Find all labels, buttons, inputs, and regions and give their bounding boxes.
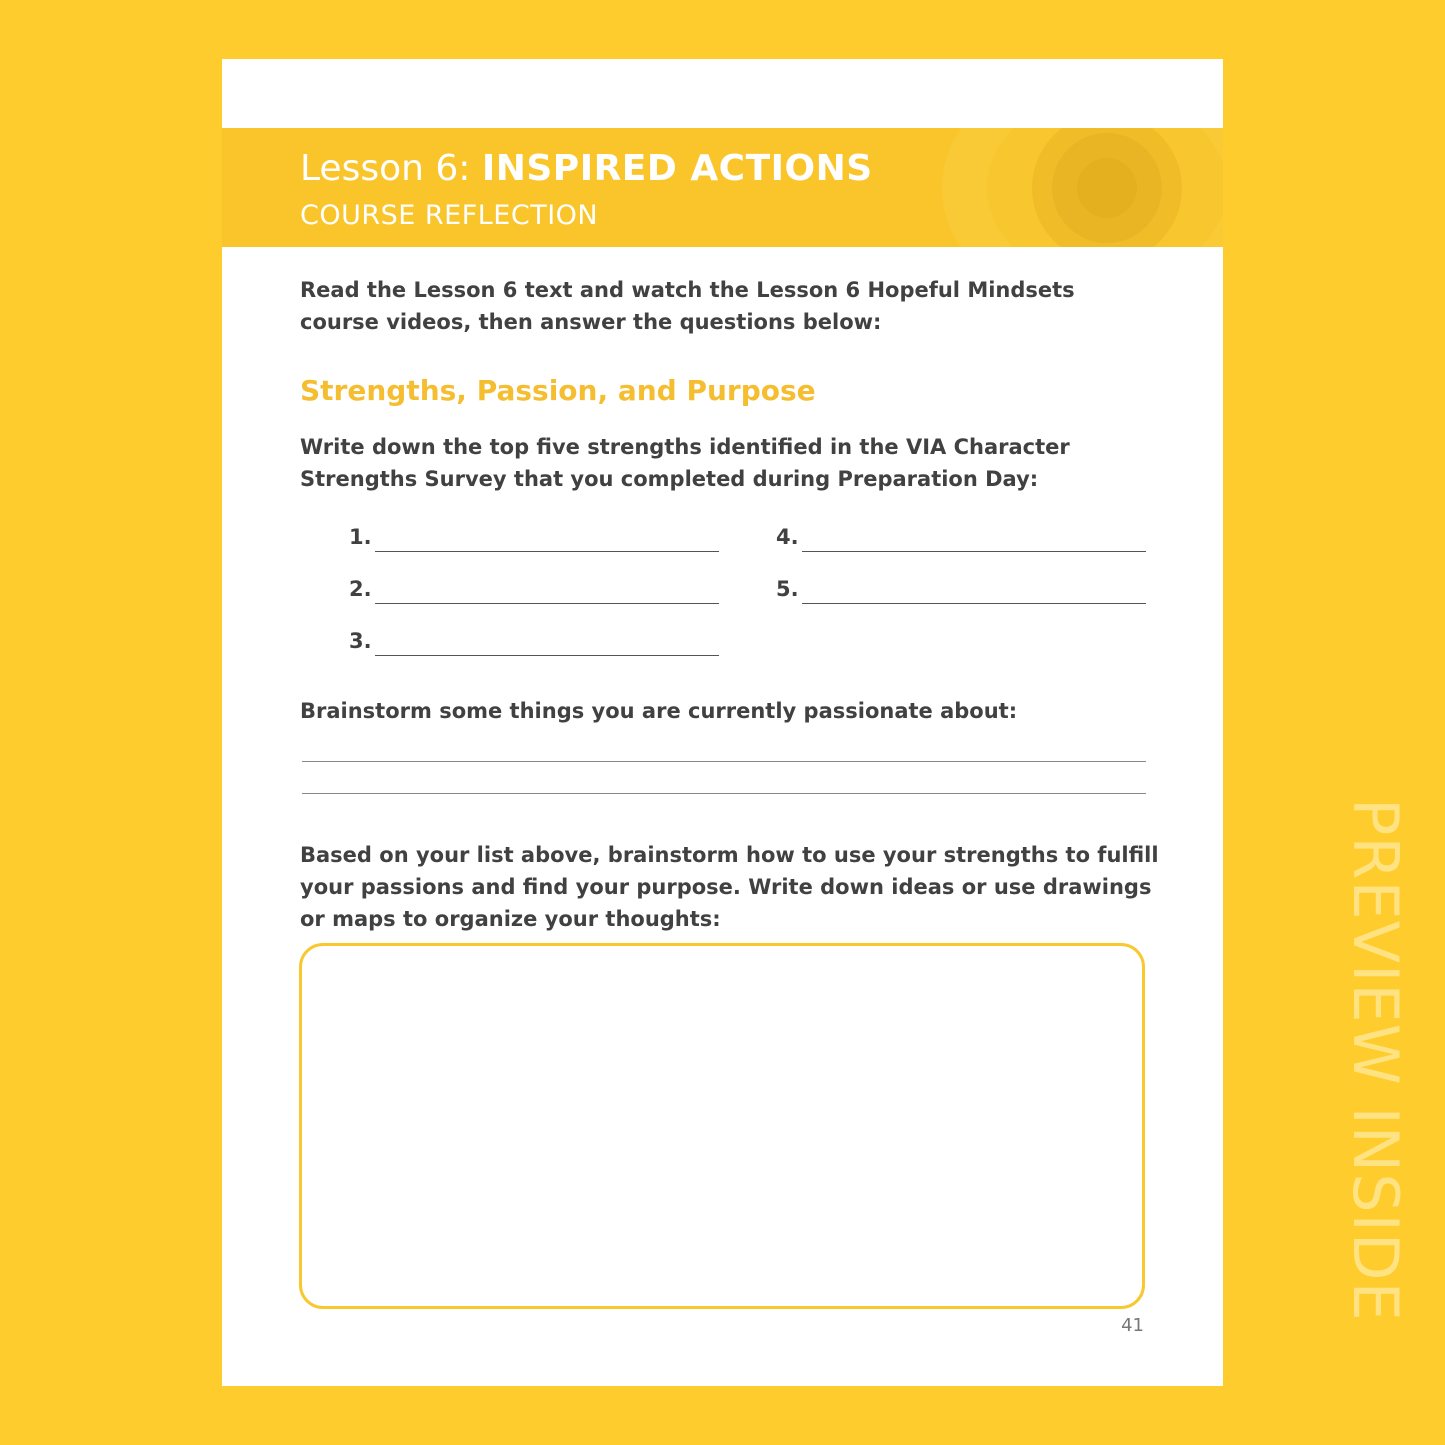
strength-answer-line[interactable] [802, 603, 1146, 604]
strength-number: 1. [349, 525, 372, 549]
strength-answer-line[interactable] [375, 655, 719, 656]
worksheet-page [222, 59, 1223, 1386]
brainstorm-prompt: Based on your list above, brainstorm how to use your strengths to fulfill your passions and find your purpose. Write down ideas or use drawings or maps to organize your thoughts: [300, 843, 1159, 931]
sunflower-icon [942, 128, 1223, 247]
page-number: 41 [1121, 1315, 1144, 1336]
lesson-subtitle: COURSE REFLECTION [300, 200, 599, 231]
strength-number: 5. [776, 577, 799, 601]
strengths-prompt: Write down the top five strengths identified in the VIA Character Strengths Survey that you completed during Preparation Day: [300, 435, 1070, 491]
strength-answer-line[interactable] [802, 551, 1146, 552]
brainstorm-answer-box[interactable] [299, 943, 1145, 1309]
preview-watermark: PREVIEW INSIDE [1339, 798, 1412, 1322]
lesson-banner [222, 128, 1223, 247]
strength-number: 3. [349, 629, 372, 653]
section-heading: Strengths, Passion, and Purpose [300, 374, 816, 407]
lesson-title [300, 148, 873, 190]
strength-number: 2. [349, 577, 372, 601]
lesson-name: INSPIRED ACTIONS [481, 148, 873, 189]
passion-answer-line-2[interactable] [302, 793, 1146, 794]
lesson-number: Lesson 6: [300, 148, 482, 189]
intro-text: Read the Lesson 6 text and watch the Lesson 6 Hopeful Mindsets course videos, then answer the questions below: [300, 278, 1075, 334]
passion-answer-line-1[interactable] [302, 761, 1146, 762]
strength-answer-line[interactable] [375, 551, 719, 552]
strength-number: 4. [776, 525, 799, 549]
passion-prompt: Brainstorm some things you are currently passionate about: [300, 699, 1018, 723]
strength-answer-line[interactable] [375, 603, 719, 604]
